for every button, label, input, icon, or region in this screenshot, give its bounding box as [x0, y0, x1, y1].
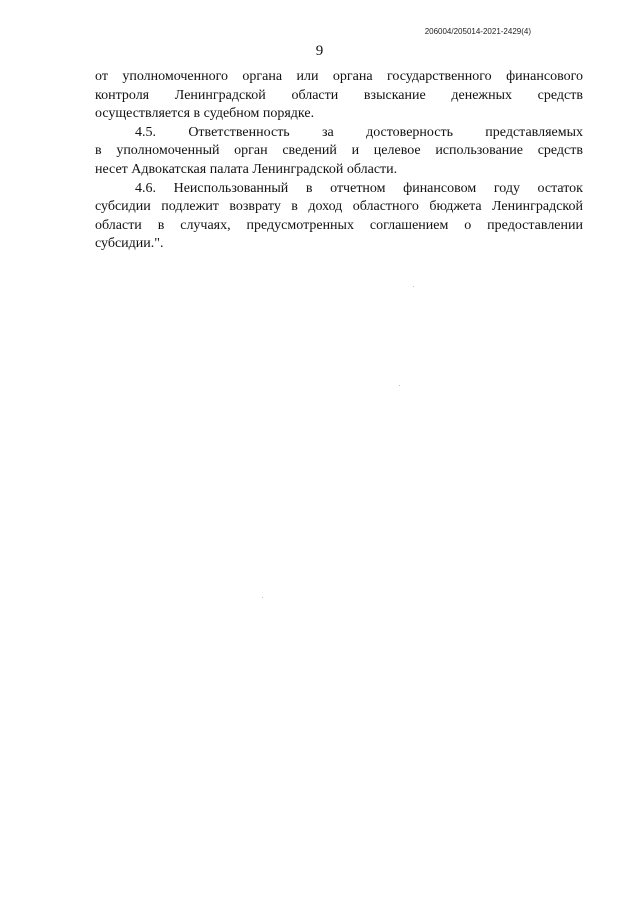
- text-line: от уполномоченного органа или органа государственного финансового: [95, 69, 583, 84]
- text-line: области в случаях, предусмотренных соглашением о предоставлении: [95, 217, 583, 233]
- paragraph-4-6-first-line: 4.6. Неиспользованный в отчетном финансовом году остаток: [135, 180, 583, 196]
- paragraph-4-5-first-line: 4.5. Ответственность за достоверность представляемых: [135, 124, 583, 140]
- page-number: 9: [315, 43, 324, 59]
- document-body: [95, 68, 583, 254]
- text-line: субсидии подлежит возврату в доход областного бюджета Ленинградской: [95, 199, 583, 215]
- scan-speck: [413, 286, 414, 287]
- text-line: осуществляется в судебном порядке.: [95, 106, 315, 122]
- text-line: несет Адвокатская палата Ленинградской области.: [95, 161, 398, 177]
- text-line: контроля Ленинградской области взыскание денежных средств: [95, 87, 583, 103]
- text-line: субсидии.".: [95, 236, 164, 252]
- scan-speck: [262, 597, 263, 598]
- scan-speck: [399, 385, 400, 386]
- document-id: 206004/205014-2021-2429(4): [424, 27, 531, 36]
- text-line: в уполномоченный орган сведений и целевое использование средств: [95, 143, 583, 159]
